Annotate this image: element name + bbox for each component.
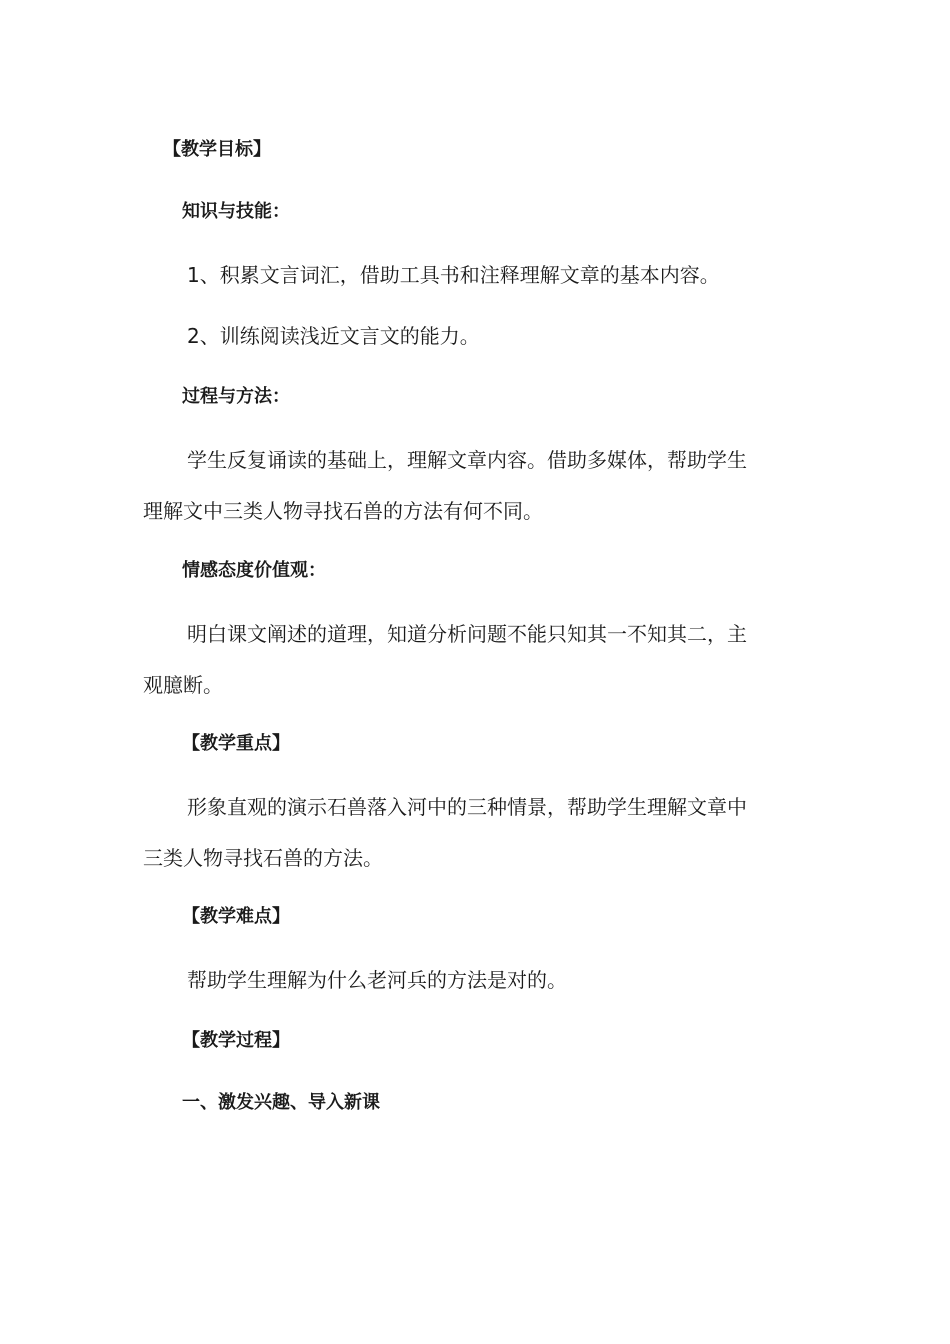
teaching-objectives-heading: 【教学目标】 xyxy=(163,139,271,160)
knowledge-item-2: 2、训练阅读浅近文言文的能力。 xyxy=(187,324,480,348)
emotion-paragraph-line-2: 观臆断。 xyxy=(143,673,223,697)
knowledge-skills-heading: 知识与技能： xyxy=(182,201,290,222)
process-method-heading: 过程与方法： xyxy=(182,386,290,407)
process-paragraph-line-2: 理解文中三类人物寻找石兽的方法有何不同。 xyxy=(143,499,543,523)
teaching-process-heading: 【教学过程】 xyxy=(182,1030,290,1051)
emotion-paragraph-line-1: 明白课文阐述的道理，知道分析问题不能只知其一不知其二，主 xyxy=(187,622,747,646)
process-paragraph-line-1: 学生反复诵读的基础上，理解文章内容。借助多媒体，帮助学生 xyxy=(187,448,747,472)
emotion-values-heading: 情感态度价值观： xyxy=(182,560,326,581)
key-points-line-2: 三类人物寻找石兽的方法。 xyxy=(143,846,383,870)
difficulties-heading: 【教学难点】 xyxy=(182,906,290,927)
step-1-heading: 一、激发兴趣、导入新课 xyxy=(182,1092,380,1113)
key-points-line-1: 形象直观的演示石兽落入河中的三种情景，帮助学生理解文章中 xyxy=(187,795,747,819)
difficulties-line-1: 帮助学生理解为什么老河兵的方法是对的。 xyxy=(187,968,567,992)
knowledge-item-1: 1、积累文言词汇，借助工具书和注释理解文章的基本内容。 xyxy=(187,263,720,287)
key-points-heading: 【教学重点】 xyxy=(182,733,290,754)
